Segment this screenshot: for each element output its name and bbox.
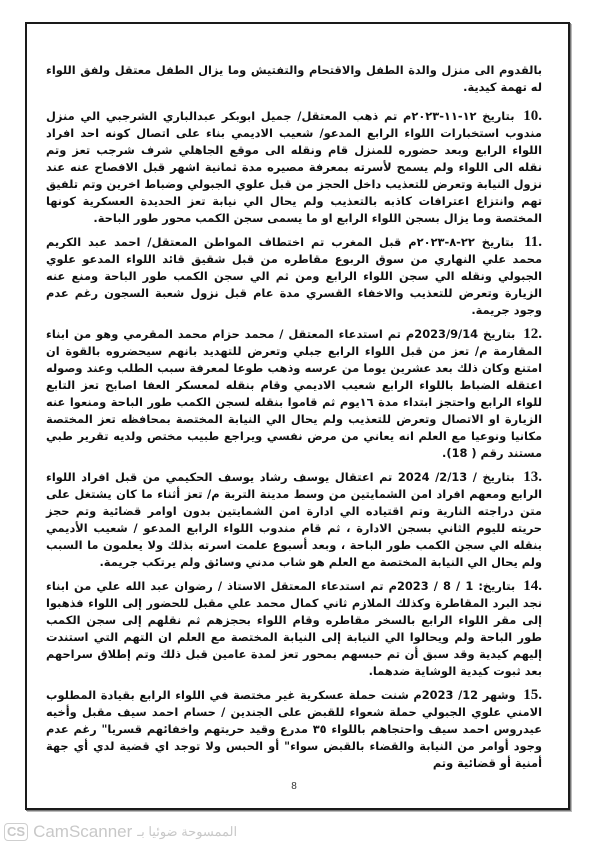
camscanner-watermark: [4, 822, 600, 842]
continuation-paragraph: بالقدوم الى منزل والدة الطفل والاقتحام والتفتيش وما يزال الطفل معتقل ولفق اللواء له تهمة كيدية.: [46, 63, 542, 94]
list-item-10: [46, 108, 542, 227]
list-item-12: [46, 326, 542, 462]
item-text: بتاريخ ١٢-١١-٢٠٢٣م تم ذهب المعتقل/ جميل ابوبكر عبدالباري الشرجبي الي منزل مندوب استخبارات اللواء الرابع المدعو/ شعيب الاديمي بناء على اتصال كونه احد افراد اللواء الرابع وبعد حضوره للمنزل قام ونقله الى موقع الجاهلي شرف شرجب تعز وتم نقله الى اللواء ولم يسمح لأسرته بمعرفة مصيره مدة ثمانية اشهر قبل الافصاح عنه عند نزول النيابة وتعرض للتعذيب داخل الحجز من قبل علوي الجبولي وضباط اخرين وتم تلفيق تهم وانتزاع اعترافات كاذبه بالتعذيب ولم يحال الي نيابة تعز الحديدة العسكرية كونها المختصة وما يزال بسجن اللواء الرابع او ما يسمى سجن الكمب محور طور الباحة.: [46, 109, 542, 225]
item-number: 14.: [523, 578, 543, 594]
camscanner-logo-icon: CS: [4, 823, 28, 841]
list-item-11: [46, 234, 542, 319]
page-number: 8: [291, 781, 297, 792]
item-number: 10.: [523, 108, 542, 124]
item-text: وشهر 12/ 2023م شنت حملة عسكرية غير مختصة في اللواء الرابع بقيادة المطلوب الامني علوي الجبولي حملة شعواء للقبض على الجندين / حسام احمد سيف مقبل وأخيه عيدروس احمد سيف واحتجاهم باللواء ٣٥ مدرع وقيد حريتهم واخفائهم قسريا" رغم عدم وجود أوامر من النيابة والقضاء بالقبض سواء" أو الحبس ولا توجد اي قضية لدي أي جهة أمنية أو قضائية وتم: [46, 688, 542, 770]
watermark-brand: CamScanner: [33, 822, 133, 841]
document-body: [46, 62, 542, 772]
list-item-13: [46, 469, 542, 571]
item-text: بتاريخ: 1 / 8 / 2023م تم استدعاء المعتقل الاستاذ / رضوان عبد الله علي من ابناء نجد البرد المقاطرة وكذلك الملازم ثاني كمال محمد علي مقبل للحضور إلى اللواء فذهبوا إلى مقر اللواء الرابع بالسخر مقاطره وقام اللواء بحجزهم ثم نقلهم إلى سجن الكمب طور الباحة ولم ويحالوا الي النيابة إلى النيابة المختصة مع العلم ان التهم التي استندت إليهم كيدية وقد سبق أن تم حبسهم بمحور تعز لمدة عامين قبل ذلك وتم إطلاق سراحهم بعد ثبوت كيدية الوشاية ضدهما.: [46, 579, 542, 678]
page-border-frame: [25, 22, 570, 810]
item-number: 13.: [523, 469, 542, 485]
item-text: بتاريخ 2023/9/14م تم استدعاء المعتقل / محمد حزام محمد المقرمي وهو من ابناء المقارمة م/ تعز من قبل اللواء الرابع جبلي وتعرض للتهديد بانهم سيحضروه بالقوة ان امتنع وكان ذلك بعد عشرين يوما من عرسه وذهب طوعا لمعرفة سبب الطلب وعند وصوله اعتقله الضباط باللواء الرابع شعيب الاديمي وقام بنقله لمعسكر العفا اصابح تعز التابع للواء الرابع واحتجز ابتداء مدة ١٦يوم ثم قاموا بنقله لسجن الكمب طور الباحة ومنعوا عنه الزيارة او الاتصال وتعرض للتعذيب ولم يحال الي النيابة المختصة بمحافظه تعز المختصة مكانيا ونوعيا مع العلم انه يعاني من مرض نفسي ويراجع طبيب مختص ولديه تقرير طبي مستند رقم ( 18).: [46, 327, 542, 460]
list-item-14: [46, 578, 542, 680]
item-number: 11.: [524, 234, 542, 250]
item-text: بتاريخ ٢٢-٨-٢٠٢٣م قبل المغرب تم اختطاف المواطن المعتقل/ احمد عبد الكريم محمد علي النهاري من سوق الربوع مقاطره من قبل شقيق قائد اللواء المدعو علوي الجبولي ونقله الي سجن اللواء الرابع ومن ثم الي سجن الكمب طور الباحة ومنع عنه الزيارة وتعرض للتعذيب والاخفاء القسري مدة عام قبل نزول شعبة السجون رغم عدم وجود جريمة.: [46, 235, 542, 317]
item-number: 12.: [523, 326, 543, 342]
list-item-15: [46, 687, 542, 772]
watermark-arabic-label: الممسوحة ضوئيا بـ: [137, 824, 238, 839]
item-number: 15.: [523, 687, 542, 703]
item-text: بتاريخ / 2/13/ 2024 تم اعتقال يوسف رشاد يوسف الحكيمي من قبل افراد اللواء الرابع ومعهم افراد امن الشمايتين من وسط مدينة التربة م/ تعز أثناء ما كان يشتغل على متن دراجته النارية وتم اقتياده الي ادارة امن الشمايتين بدون اوامر قضائية وتم حجز حريته لليوم الثاني بسجن الادارة ، ثم قام مندوب اللواء الرابع المدعو / شعيب الأديمي بنقله الي سجن الكمب طور الباحة ، وبعد أسبوع علمت اسرته بذلك ولا يعلمون ما السبب ولم يحال الي النيابة المختصة مع العلم هو شاب مدني وسائق ولم يرتكب جريمة.: [46, 470, 542, 569]
